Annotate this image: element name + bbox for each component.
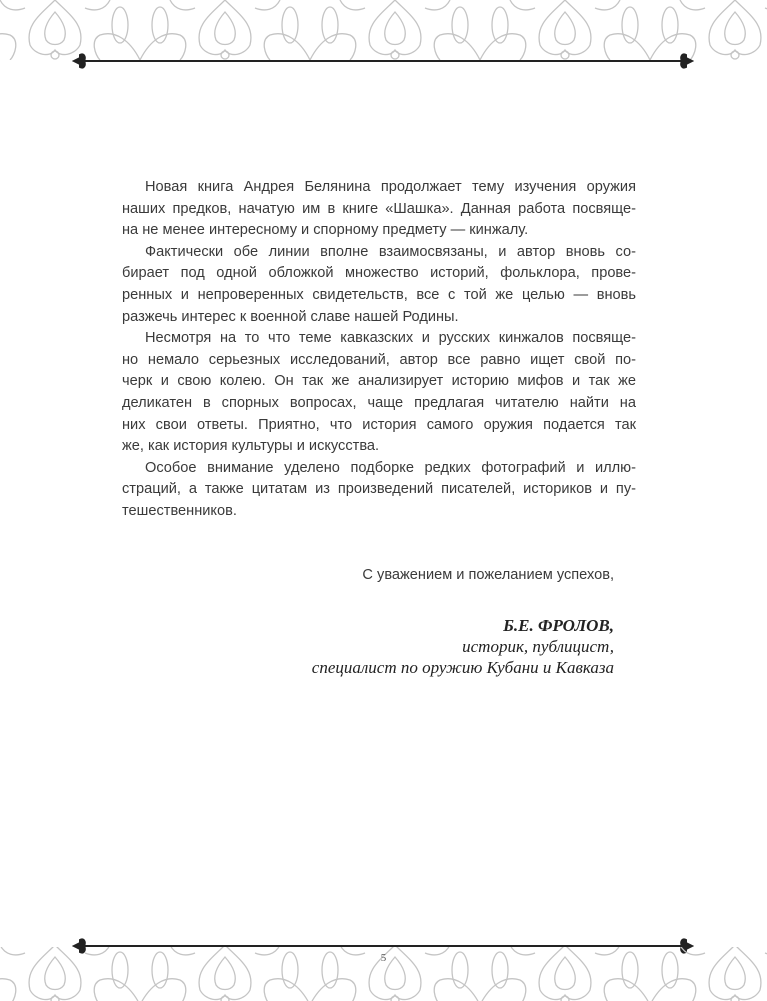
text-line: деликатен в спорных вопросах, чаще предлагая читателю найти на [122, 394, 636, 411]
body-text [122, 177, 636, 523]
closing-line: С уважением и пожеланием успехов, [362, 567, 614, 583]
text-line: тешественников. [122, 502, 237, 519]
text-line: бирает под одной обложкой множество историй, фольклора, прове- [122, 265, 636, 282]
paragraph [122, 458, 636, 523]
signature-block [312, 615, 614, 678]
signature-specialty: специалист по оружию Кубани и Кавказа [311, 658, 614, 677]
header-rule [78, 60, 690, 62]
signature-title: историк, публицист, [462, 637, 614, 656]
text-line: них свои ответы. Приятно, что история самого оружия подается так [122, 416, 636, 433]
text-line: на не менее интересному и спорному предмету — кинжалу. [122, 222, 529, 239]
text-line: ренных и непроверенных свидетельств, все с той же целью — вновь [122, 286, 636, 303]
paragraph [122, 177, 636, 242]
text-line: Особое внимание уделено подборке редких фотографий и иллю- [145, 459, 636, 476]
text-line: черк и свою колею. Он так же анализирует историю мифов и так же [122, 373, 636, 390]
fleur-de-lis-icon [672, 51, 694, 71]
text-line: наших предков, начатую им в книге «Шашка». Данная работа посвяще- [122, 200, 636, 217]
text-line: разжечь интерес к военной славе нашей Родины. [122, 308, 459, 325]
text-line: же, как история культуры и искусства. [122, 438, 380, 455]
signature-name: Б.Е. ФРОЛОВ, [503, 616, 614, 635]
text-line: Фактически обе линии вполне взаимосвязаны, и автор вновь со- [145, 243, 636, 260]
text-line: Несмотря на то что теме кавказских и русских кинжалов посвяще- [145, 330, 636, 347]
paragraph [122, 328, 636, 458]
fleur-de-lis-icon [72, 51, 94, 71]
ornamental-header-band [0, 0, 767, 60]
text-line: страций, а также цитатам из произведений писателей, историков и пу- [122, 481, 636, 498]
paragraph [122, 242, 636, 328]
text-line: Новая книга Андрея Белянина продолжает тему изучения оружия [145, 179, 636, 195]
text-line: но немало серьезных исследований, автор все равно ищет свой по- [122, 351, 636, 368]
page-number: 5 [380, 952, 387, 964]
